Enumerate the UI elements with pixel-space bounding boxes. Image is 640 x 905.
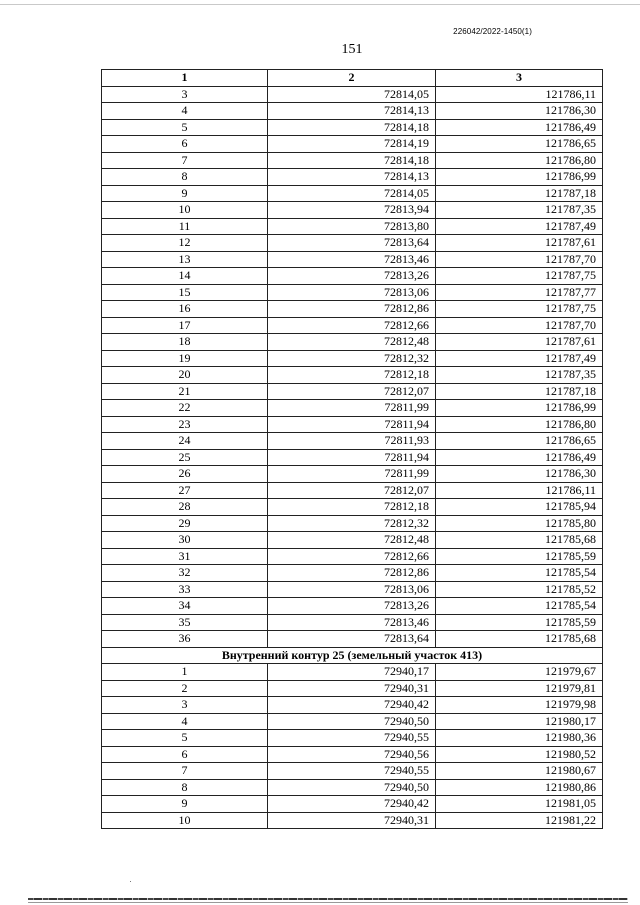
table-body-contour-25 — [102, 664, 603, 829]
x-coordinate: 72812,86 — [268, 565, 436, 582]
y-coordinate: 121786,80 — [436, 416, 603, 433]
y-coordinate: 121787,61 — [436, 334, 603, 351]
section-row — [102, 647, 603, 664]
table-row — [102, 119, 603, 136]
y-coordinate: 121786,99 — [436, 400, 603, 417]
table-row — [102, 598, 603, 615]
point-number: 9 — [102, 185, 268, 202]
x-coordinate: 72940,55 — [268, 763, 436, 780]
x-coordinate: 72812,07 — [268, 383, 436, 400]
x-coordinate: 72812,66 — [268, 317, 436, 334]
column-header-2: 2 — [268, 70, 436, 87]
y-coordinate: 121981,22 — [436, 812, 603, 829]
table-row — [102, 350, 603, 367]
point-number: 3 — [102, 86, 268, 103]
x-coordinate: 72814,19 — [268, 136, 436, 153]
y-coordinate: 121786,49 — [436, 119, 603, 136]
table-row — [102, 548, 603, 565]
x-coordinate: 72814,05 — [268, 185, 436, 202]
x-coordinate: 72814,18 — [268, 119, 436, 136]
document-reference: 226042/2022-1450(1) — [453, 27, 532, 36]
y-coordinate: 121787,77 — [436, 284, 603, 301]
header-row — [102, 70, 603, 87]
x-coordinate: 72940,42 — [268, 697, 436, 714]
point-number: 18 — [102, 334, 268, 351]
x-coordinate: 72813,64 — [268, 235, 436, 252]
y-coordinate: 121787,18 — [436, 383, 603, 400]
point-number: 11 — [102, 218, 268, 235]
bottom-scan-line-2 — [28, 902, 628, 903]
table-row — [102, 301, 603, 318]
point-number: 10 — [102, 812, 268, 829]
bottom-scan-line — [28, 898, 628, 900]
table-row — [102, 334, 603, 351]
point-number: 17 — [102, 317, 268, 334]
table-row — [102, 86, 603, 103]
point-number: 20 — [102, 367, 268, 384]
column-header-1: 1 — [102, 70, 268, 87]
table-row — [102, 631, 603, 648]
point-number: 16 — [102, 301, 268, 318]
point-number: 35 — [102, 614, 268, 631]
y-coordinate: 121787,35 — [436, 367, 603, 384]
table-row — [102, 202, 603, 219]
x-coordinate: 72940,31 — [268, 812, 436, 829]
x-coordinate: 72813,06 — [268, 581, 436, 598]
table-row — [102, 565, 603, 582]
y-coordinate: 121785,94 — [436, 499, 603, 516]
y-coordinate: 121981,05 — [436, 796, 603, 813]
y-coordinate: 121786,11 — [436, 86, 603, 103]
point-number: 33 — [102, 581, 268, 598]
point-number: 2 — [102, 680, 268, 697]
x-coordinate: 72813,06 — [268, 284, 436, 301]
y-coordinate: 121786,99 — [436, 169, 603, 186]
table-row — [102, 185, 603, 202]
y-coordinate: 121785,54 — [436, 598, 603, 615]
point-number: 8 — [102, 779, 268, 796]
x-coordinate: 72811,99 — [268, 400, 436, 417]
y-coordinate: 121787,70 — [436, 251, 603, 268]
x-coordinate: 72940,31 — [268, 680, 436, 697]
point-number: 22 — [102, 400, 268, 417]
y-coordinate: 121786,11 — [436, 482, 603, 499]
table-row — [102, 697, 603, 714]
scan-speck — [130, 881, 131, 882]
point-number: 1 — [102, 664, 268, 681]
point-number: 14 — [102, 268, 268, 285]
table-row — [102, 268, 603, 285]
table-row — [102, 367, 603, 384]
point-number: 13 — [102, 251, 268, 268]
y-coordinate: 121980,67 — [436, 763, 603, 780]
table-row — [102, 713, 603, 730]
x-coordinate: 72940,55 — [268, 730, 436, 747]
x-coordinate: 72812,32 — [268, 515, 436, 532]
point-number: 7 — [102, 763, 268, 780]
table-row — [102, 284, 603, 301]
point-number: 30 — [102, 532, 268, 549]
y-coordinate: 121980,17 — [436, 713, 603, 730]
point-number: 19 — [102, 350, 268, 367]
x-coordinate: 72813,26 — [268, 598, 436, 615]
x-coordinate: 72812,48 — [268, 334, 436, 351]
point-number: 9 — [102, 796, 268, 813]
section-title: Внутренний контур 25 (земельный участок 413) — [102, 647, 603, 664]
x-coordinate: 72811,99 — [268, 466, 436, 483]
table-row — [102, 482, 603, 499]
table-row — [102, 169, 603, 186]
point-number: 7 — [102, 152, 268, 169]
table-header — [102, 70, 603, 87]
table-row — [102, 532, 603, 549]
y-coordinate: 121787,49 — [436, 350, 603, 367]
y-coordinate: 121787,35 — [436, 202, 603, 219]
point-number: 27 — [102, 482, 268, 499]
table-row — [102, 763, 603, 780]
table-row — [102, 103, 603, 120]
x-coordinate: 72813,80 — [268, 218, 436, 235]
y-coordinate: 121786,49 — [436, 449, 603, 466]
point-number: 32 — [102, 565, 268, 582]
point-number: 5 — [102, 119, 268, 136]
y-coordinate: 121979,67 — [436, 664, 603, 681]
x-coordinate: 72940,17 — [268, 664, 436, 681]
y-coordinate: 121785,68 — [436, 631, 603, 648]
y-coordinate: 121787,70 — [436, 317, 603, 334]
table-row — [102, 499, 603, 516]
x-coordinate: 72814,13 — [268, 103, 436, 120]
x-coordinate: 72811,93 — [268, 433, 436, 450]
point-number: 10 — [102, 202, 268, 219]
y-coordinate: 121980,86 — [436, 779, 603, 796]
table-row — [102, 218, 603, 235]
table-row — [102, 796, 603, 813]
point-number: 6 — [102, 136, 268, 153]
y-coordinate: 121786,65 — [436, 433, 603, 450]
y-coordinate: 121787,61 — [436, 235, 603, 252]
table-row — [102, 680, 603, 697]
y-coordinate: 121785,54 — [436, 565, 603, 582]
y-coordinate: 121785,80 — [436, 515, 603, 532]
x-coordinate: 72813,26 — [268, 268, 436, 285]
table-row — [102, 136, 603, 153]
table-row — [102, 581, 603, 598]
y-coordinate: 121979,98 — [436, 697, 603, 714]
table-row — [102, 251, 603, 268]
point-number: 15 — [102, 284, 268, 301]
section-header-group — [102, 647, 603, 664]
point-number: 24 — [102, 433, 268, 450]
x-coordinate: 72814,05 — [268, 86, 436, 103]
table-row — [102, 515, 603, 532]
x-coordinate: 72812,18 — [268, 499, 436, 516]
y-coordinate: 121786,30 — [436, 103, 603, 120]
table-row — [102, 317, 603, 334]
table-row — [102, 664, 603, 681]
x-coordinate: 72812,48 — [268, 532, 436, 549]
y-coordinate: 121785,59 — [436, 614, 603, 631]
point-number: 26 — [102, 466, 268, 483]
page-number: 151 — [341, 42, 363, 57]
x-coordinate: 72940,50 — [268, 779, 436, 796]
table-row — [102, 400, 603, 417]
table-row — [102, 466, 603, 483]
x-coordinate: 72940,56 — [268, 746, 436, 763]
point-number: 4 — [102, 103, 268, 120]
y-coordinate: 121785,68 — [436, 532, 603, 549]
table-row — [102, 235, 603, 252]
y-coordinate: 121787,75 — [436, 268, 603, 285]
point-number: 23 — [102, 416, 268, 433]
y-coordinate: 121785,59 — [436, 548, 603, 565]
y-coordinate: 121786,80 — [436, 152, 603, 169]
x-coordinate: 72813,94 — [268, 202, 436, 219]
table-row — [102, 152, 603, 169]
table-row — [102, 614, 603, 631]
table-row — [102, 730, 603, 747]
point-number: 29 — [102, 515, 268, 532]
point-number: 12 — [102, 235, 268, 252]
y-coordinate: 121787,49 — [436, 218, 603, 235]
x-coordinate: 72812,07 — [268, 482, 436, 499]
table-body-contour-previous — [102, 86, 603, 647]
point-number: 31 — [102, 548, 268, 565]
point-number: 8 — [102, 169, 268, 186]
top-scan-line — [0, 4, 640, 5]
table-row — [102, 746, 603, 763]
y-coordinate: 121787,18 — [436, 185, 603, 202]
table-row — [102, 416, 603, 433]
x-coordinate: 72813,46 — [268, 251, 436, 268]
coordinates-table — [101, 69, 603, 829]
table-row — [102, 779, 603, 796]
x-coordinate: 72812,18 — [268, 367, 436, 384]
y-coordinate: 121980,36 — [436, 730, 603, 747]
x-coordinate: 72813,64 — [268, 631, 436, 648]
x-coordinate: 72812,86 — [268, 301, 436, 318]
x-coordinate: 72813,46 — [268, 614, 436, 631]
point-number: 36 — [102, 631, 268, 648]
point-number: 3 — [102, 697, 268, 714]
table-row — [102, 433, 603, 450]
point-number: 6 — [102, 746, 268, 763]
x-coordinate: 72811,94 — [268, 416, 436, 433]
x-coordinate: 72811,94 — [268, 449, 436, 466]
y-coordinate: 121786,30 — [436, 466, 603, 483]
y-coordinate: 121979,81 — [436, 680, 603, 697]
table-row — [102, 449, 603, 466]
x-coordinate: 72940,42 — [268, 796, 436, 813]
column-header-3: 3 — [436, 70, 603, 87]
point-number: 21 — [102, 383, 268, 400]
y-coordinate: 121786,65 — [436, 136, 603, 153]
y-coordinate: 121787,75 — [436, 301, 603, 318]
table-row — [102, 383, 603, 400]
point-number: 25 — [102, 449, 268, 466]
y-coordinate: 121785,52 — [436, 581, 603, 598]
point-number: 5 — [102, 730, 268, 747]
point-number: 28 — [102, 499, 268, 516]
x-coordinate: 72812,66 — [268, 548, 436, 565]
point-number: 4 — [102, 713, 268, 730]
x-coordinate: 72940,50 — [268, 713, 436, 730]
x-coordinate: 72812,32 — [268, 350, 436, 367]
point-number: 34 — [102, 598, 268, 615]
table-row — [102, 812, 603, 829]
y-coordinate: 121980,52 — [436, 746, 603, 763]
x-coordinate: 72814,13 — [268, 169, 436, 186]
x-coordinate: 72814,18 — [268, 152, 436, 169]
